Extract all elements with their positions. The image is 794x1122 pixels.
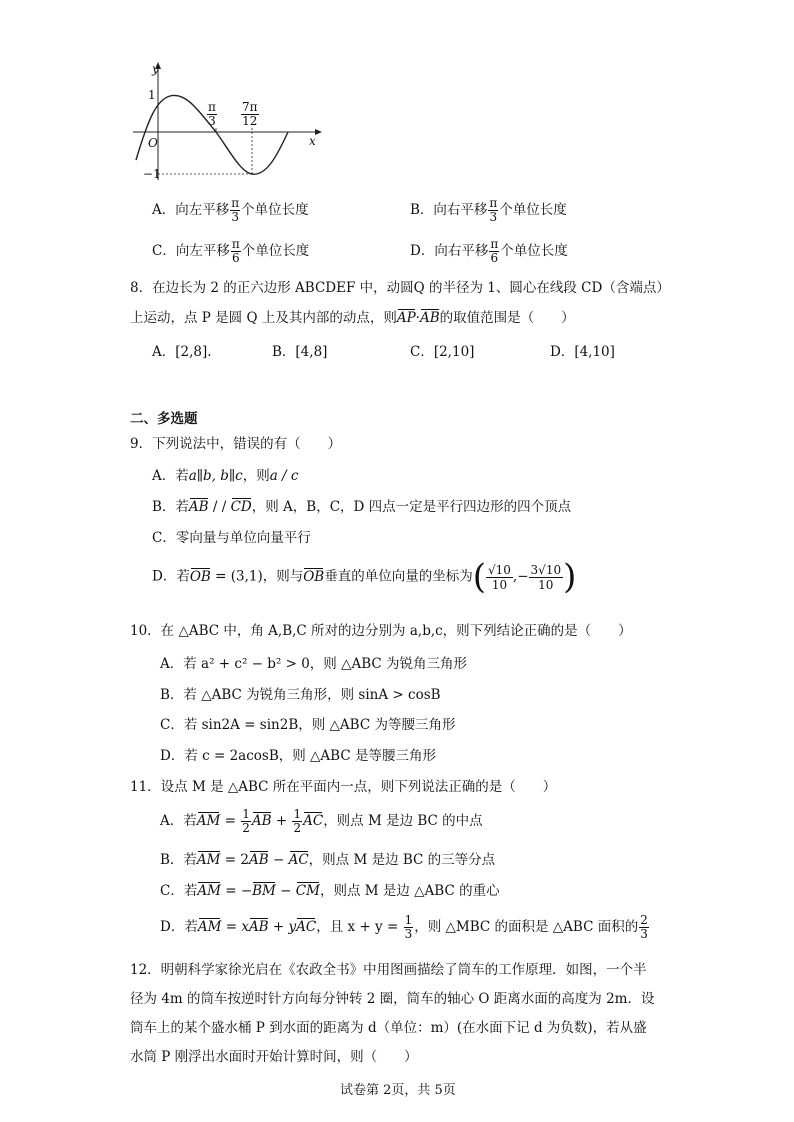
q10-option-d[interactable]: D．若 c = 2acosB，则 △ABC 是等腰三角形	[160, 748, 436, 764]
q9-option-d[interactable]: D．若OB = (3,1)，则与OB垂直的单位向量的坐标为( $\frac{√10}{10},-$ $\frac{3√10}{10}$)	[152, 557, 577, 597]
y-one-label: 1	[148, 88, 156, 102]
q9-stem: 9．下列说法中，错误的有（ ）	[130, 436, 342, 452]
q11-option-b[interactable]: B．若AM = 2AB − AC，则点 M 是边 BC 的三等分点	[160, 852, 496, 868]
q11-option-a[interactable]: A．若AM = $\frac{1}{2}$ AB + $\frac{1}{2}$ AC，则点 M 是边 BC 的中点	[160, 807, 483, 835]
q12-line3: 筒车上的某个盛水桶 P 到水面的距离为 d（单位：m）(在水面下记 d 为负数)，若从盛	[130, 1020, 647, 1036]
q9-option-a[interactable]: A．若a∥b, b∥c，则a / c	[152, 468, 299, 484]
q7-option-a[interactable]: A．向左平移 $\frac{\pi}{3}$ 个单位长度	[152, 196, 309, 224]
section-title: 二、多选题	[130, 411, 198, 427]
y-axis-label: y	[152, 62, 159, 76]
q8-option-a[interactable]: A．[2,8].	[152, 344, 212, 360]
q10-option-c[interactable]: C．若 sin2A = sin2B，则 △ABC 为等腰三角形	[160, 717, 456, 733]
page-footer: 试卷第 2页，共 5页	[340, 1083, 456, 1098]
q8-stem-line1: 8．在边长为 2 的正六边形 ABCDEF 中，动圆Q 的半径为 1、圆心在线段 CD（含端点）	[130, 280, 670, 296]
tick-7pi-over-12: $\frac{7\pi}{12}$	[242, 100, 258, 128]
q7-option-b[interactable]: B．向右平移 $\frac{\pi}{3}$ 个单位长度	[410, 196, 567, 224]
q11-option-d[interactable]: D．若AM = xAB + yAC，且 x + y = $\frac{1}{3}$ ，则 △MBC 的面积是 △ABC 面积的 $\frac{2}{3}$	[160, 913, 648, 941]
q8-option-d[interactable]: D．[4,10]	[550, 344, 615, 360]
tick-pi-over-3: $\frac{\pi}{3}$	[208, 100, 216, 128]
q10-option-a[interactable]: A．若 a² + c² − b² > 0，则 △ABC 为锐角三角形	[160, 656, 468, 672]
q9-option-b[interactable]: B．若AB / / CD，则 A，B，C，D 四点一定是平行四边形的四个顶点	[152, 499, 572, 515]
q7-option-d[interactable]: D．向右平移 $\frac{\pi}{6}$ 个单位长度	[410, 237, 568, 265]
q12-line1: 12．明朝科学家徐光启在《农政全书》中用图画描绘了筒车的工作原理．如图，一个半	[130, 962, 647, 978]
q8-option-b[interactable]: B．[4,8]	[272, 344, 328, 360]
q8-stem-line2: 上运动，点 P 是圆 Q 上及其内部的动点，则AP·AB的取值范围是（ ）	[130, 310, 575, 326]
q7-option-c[interactable]: C．向左平移 $\frac{\pi}{6}$ 个单位长度	[152, 237, 310, 265]
origin-label: O	[148, 136, 158, 150]
q11-option-c[interactable]: C．若AM = −BM − CM，则点 M 是边 △ABC 的重心	[160, 883, 500, 899]
x-axis-label: x	[309, 134, 316, 148]
q11-stem: 11．设点 M 是 △ABC 所在平面内一点，则下列说法正确的是（ ）	[130, 779, 557, 795]
y-neg-one-label: −1	[143, 167, 161, 181]
q9-option-c[interactable]: C．零向量与单位向量平行	[152, 530, 311, 546]
q10-option-b[interactable]: B．若 △ABC 为锐角三角形，则 sinA > cosB	[160, 687, 441, 703]
q8-option-c[interactable]: C．[2,10]	[410, 344, 475, 360]
q12-line4: 水筒 P 刚浮出水面时开始计算时间，则（ ）	[130, 1049, 418, 1065]
q10-stem: 10．在 △ABC 中，角 A,B,C 所对的边分别为 a,b,c，则下列结论正确的是（ ）	[130, 623, 632, 639]
q12-line2: 径为 4m 的筒车按逆时针方向每分钟转 2 圈，筒车的轴心 O 距离水面的高度为 2m．设	[130, 991, 655, 1007]
